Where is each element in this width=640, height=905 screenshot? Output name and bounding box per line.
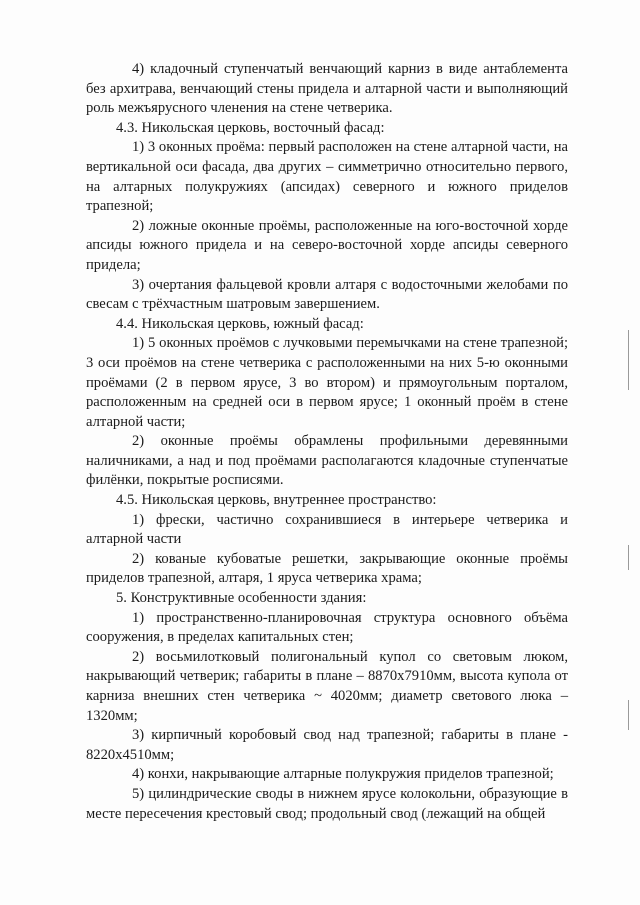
list-item-cylindrical-vaults: 5) цилиндрические своды в нижнем ярусе колокольни, образующие в месте пересечения крестовый свод; продольный свод (лежащий на общей — [86, 785, 568, 822]
section-heading-4-3: 4.3. Никольская церковь, восточный фасад: — [116, 119, 385, 136]
list-item-window-openings-east: 1) 3 оконных проёма: первый расположен на стене алтарной части, на вертикальной оси фасада, два других – симметрично относительно первого, на алтарных полукружиях (апсидах) северного и южного приделов трапезной; — [86, 139, 568, 215]
list-item-frescoes: 1) фрески, частично сохранившиеся в интерьере четверика и алтарной части — [86, 511, 568, 548]
list-item-vault: 3) кирпичный коробовый свод над трапезной; габариты в плане - 8220х4510мм; — [86, 727, 568, 763]
list-item-window-frames: 2) оконные проёмы обрамлены профильными деревянными наличниками, а над и под проёмами располагаются кладочные ступенчатые филёнки, покрытые росписями. — [86, 433, 568, 489]
list-item-window-openings-south: 1) 5 оконных проёмов с лучковыми перемычками на стене трапезной; 3 оси проёмов на стене четверика с расположенными на них 5-ю оконными проёмами (2 в первом ярусе, 3 во втором) и прямоугольным порталом, расположенным на средней оси в первом ярусе; 1 оконный проём в стене алтарной части; — [86, 335, 568, 430]
list-item-roof-outline: 3) очертания фальцевой кровли алтаря с водосточными желобами по свесам с трёхчастным шатровым завершением. — [86, 276, 568, 313]
document-body — [86, 60, 568, 824]
list-item-dome: 2) восьмилотковый полигональный купол со световым люком, накрывающий четверик; габариты в плане – 8870х7910мм, высота купола от карниза внешних стен четверика ~ 4020мм; диаметр светового люка – 1320мм; — [86, 648, 568, 724]
section-heading-4-5: 4.5. Никольская церковь, внутреннее пространство: — [116, 492, 437, 509]
list-item-false-windows: 2) ложные оконные проёмы, расположенные на юго-восточной хорде апсиды южного придела и на северо-восточной хорде апсиды северного придела; — [86, 217, 568, 273]
list-item-forged-grilles: 2) кованые кубоватые решетки, закрывающие оконные проёмы приделов трапезной, алтаря, 1 яруса четверика храма; — [86, 550, 568, 587]
list-item-cornice: 4) кладочный ступенчатый венчающий карниз в виде антаблемента без архитрава, венчающий стены придела и алтарной части и выполняющий роль межъярусного членения на стене четверика. — [86, 61, 568, 117]
list-item-spatial-structure: 1) пространственно-планировочная структура основного объёма сооружения, в пределах капитальных стен; — [86, 609, 568, 646]
section-heading-5: 5. Конструктивные особенности здания: — [116, 590, 367, 607]
scan-artifact-line — [628, 700, 629, 730]
scan-artifact-line — [628, 330, 629, 390]
section-heading-4-4: 4.4. Никольская церковь, южный фасад: — [116, 315, 364, 332]
scan-artifact-line — [628, 545, 629, 570]
list-item-conchs: 4) конхи, накрывающие алтарные полукружия приделов трапезной; — [132, 766, 554, 783]
